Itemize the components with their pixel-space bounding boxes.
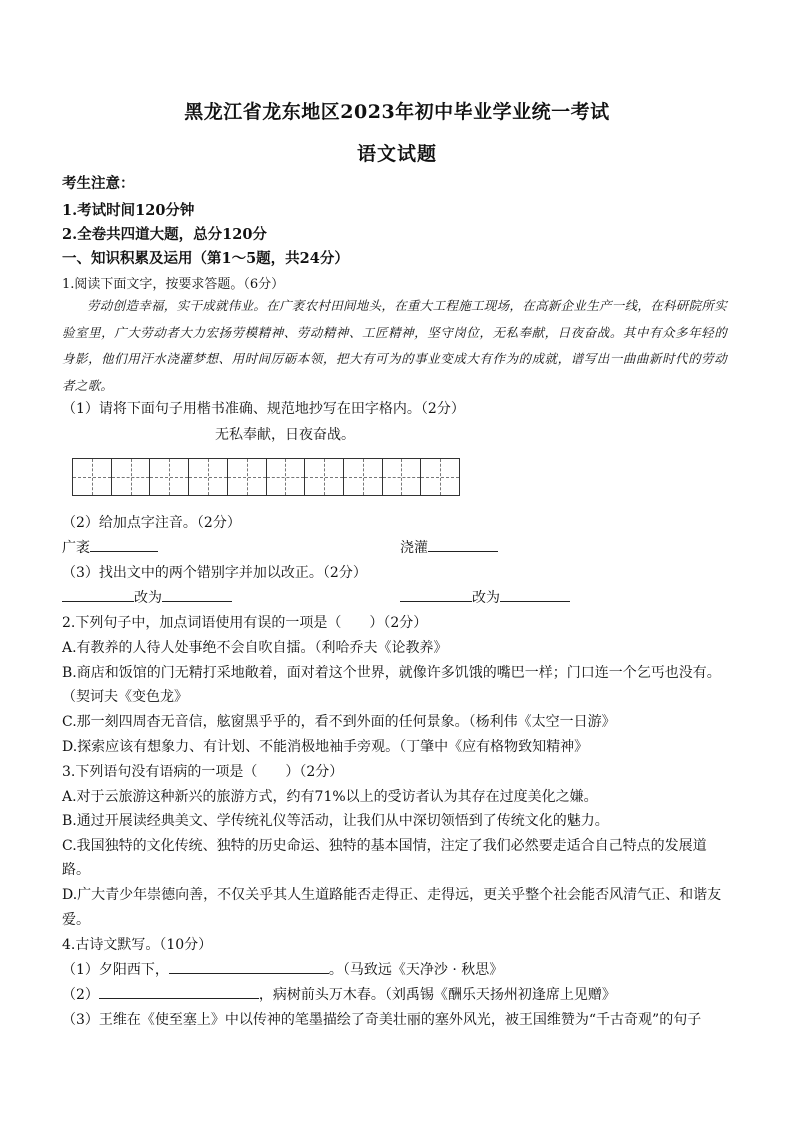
q4-blank-1[interactable] xyxy=(169,959,329,974)
grid-cell[interactable] xyxy=(189,459,228,495)
pinyin-word-b: 浇灌 xyxy=(400,540,428,556)
q2-option-c: C.那一刻四周杳无音信，舷窗黑乎乎的，看不到外面的任何景象。（杨利伟《太空一日游》 xyxy=(62,714,616,730)
q4-sentence-1 xyxy=(62,959,503,979)
q2-option-b-line2: （契诃夫《变色龙》 xyxy=(62,689,188,705)
q3-option-c-line2: 路。 xyxy=(62,862,90,878)
grid-cell[interactable] xyxy=(73,459,112,495)
q2-stem: 2.下列句子中，加点词语使用有误的一项是（ ）（2分） xyxy=(62,615,428,631)
q3-option-a: A.对于云旅游这种新兴的旅游方式，约有71%以上的受访者认为其存在过度美化之嫌。 xyxy=(62,789,598,805)
grid-cell[interactable] xyxy=(383,459,422,495)
q2-option-a: A.有教养的人待人处事绝不会自吹自擂。（利哈乔夫《论教养》 xyxy=(62,640,448,656)
q4-s2-post: ，病树前头万木春。（刘禹锡《酬乐天扬州初逢席上见赠》 xyxy=(258,987,616,1003)
q2-option-b-line1: B.商店和饭馆的门无精打采地敞着，面对着这个世界，就像许多饥饿的嘴巴一样；门口连一个乞丐也没有。 xyxy=(62,665,721,681)
pinyin-blank-b[interactable] xyxy=(428,537,498,552)
q3-option-d-line1: D.广大青少年崇德向善，不仅关乎其人生道路能否走得正、走得远，更关乎整个社会能否风清气正、和谐友 xyxy=(62,887,722,903)
grid-cell[interactable] xyxy=(150,459,189,495)
notice-item-2: 2.全卷共四道大题，总分120分 xyxy=(62,226,267,243)
right-char-blank-b[interactable] xyxy=(500,587,570,602)
q1-sub3: （3）找出文中的两个错别字并加以改正。（2分） xyxy=(62,565,367,581)
pinyin-word-a: 广袤 xyxy=(62,540,90,556)
notice-heading: 考生注意： xyxy=(62,175,135,192)
correct-label-a: 改为 xyxy=(134,590,162,606)
q1-passage: 劳动创造幸福，实干成就伟业。在广袤农村田间地头，在重大工程施工现场，在高新企业生产一线，在科研院所实验室里，广大劳动者大力宏扬劳模精神、劳动精神、工匠精神，坚守岗位，无私奉献，日夜奋战。其中有众多年轻的身影，他们用汗水浇灌梦想、用时间厉砺本领，把大有可为的事业变成大有作为的成就，谱写出一曲曲新时代的劳动者之歌。 xyxy=(62,298,728,393)
correct-label-b: 改为 xyxy=(472,590,500,606)
exam-title: 黑龙江省龙东地区2023年初中毕业学业统一考试 xyxy=(184,101,610,123)
grid-cell[interactable] xyxy=(344,459,383,495)
pinyin-blank-a[interactable] xyxy=(90,537,158,552)
q4-blank-2[interactable] xyxy=(99,984,259,999)
q1-sub2: （2）给加点字注音。（2分） xyxy=(62,515,241,531)
q4-s2-pre: （2） xyxy=(62,987,99,1003)
wrong-char-blank-b[interactable] xyxy=(400,587,472,602)
grid-cell[interactable] xyxy=(112,459,151,495)
q4-s1-pre: （1）夕阳西下， xyxy=(62,962,169,978)
correction-row-b xyxy=(400,587,570,607)
q2-option-d: D.探索应该有想象力、有计划、不能消极地袖手旁观。（丁肇中《应有格物致知精神》 xyxy=(62,739,589,755)
q1-copy-sentence: 无私奉献，日夜奋战。 xyxy=(215,427,355,443)
wrong-char-blank-a[interactable] xyxy=(62,587,134,602)
q1-stem: 1.阅读下面文字，按要求答题。（6分） xyxy=(62,277,285,292)
grid-cell[interactable] xyxy=(228,459,267,495)
notice-item-1: 1.考试时间120分钟 xyxy=(62,202,195,219)
q3-option-b: B.通过开展读经典美文、学传统礼仪等活动，让我们从中深切领悟到了传统文化的魅力。 xyxy=(62,813,609,829)
grid-cell[interactable] xyxy=(421,459,459,495)
grid-cell[interactable] xyxy=(305,459,344,495)
q4-stem: 4.古诗文默写。（10分） xyxy=(62,937,213,953)
q4-sentence-3: （3）王维在《使至塞上》中以传神的笔墨描绘了奇美壮丽的塞外风光，被王国维赞为“千古奇观”的句子 xyxy=(62,1012,702,1028)
q3-stem: 3.下列语句没有语病的一项是（ ）（2分） xyxy=(62,764,344,780)
pinyin-row-b xyxy=(400,537,498,557)
q4-s1-post: 。（马致远《天净沙 · 秋思》 xyxy=(328,962,504,978)
section-1-heading: 一、知识积累及运用（第1～5题，共24分） xyxy=(62,250,349,267)
grid-cell[interactable] xyxy=(267,459,306,495)
correction-row-a xyxy=(62,587,232,607)
q1-sub1: （1）请将下面句子用楷书准确、规范地抄写在田字格内。（2分） xyxy=(62,401,465,417)
q3-option-d-line2: 爱。 xyxy=(62,912,90,928)
tianzige-grid[interactable] xyxy=(72,458,460,496)
right-char-blank-a[interactable] xyxy=(162,587,232,602)
pinyin-row-a xyxy=(62,537,158,557)
exam-subtitle: 语文试题 xyxy=(356,143,437,165)
q4-sentence-2 xyxy=(62,984,616,1004)
q3-option-c-line1: C.我国独特的文化传统、独特的历史命运、独特的基本国情，注定了我们必然要走适合自己特点的发展道 xyxy=(62,838,707,854)
